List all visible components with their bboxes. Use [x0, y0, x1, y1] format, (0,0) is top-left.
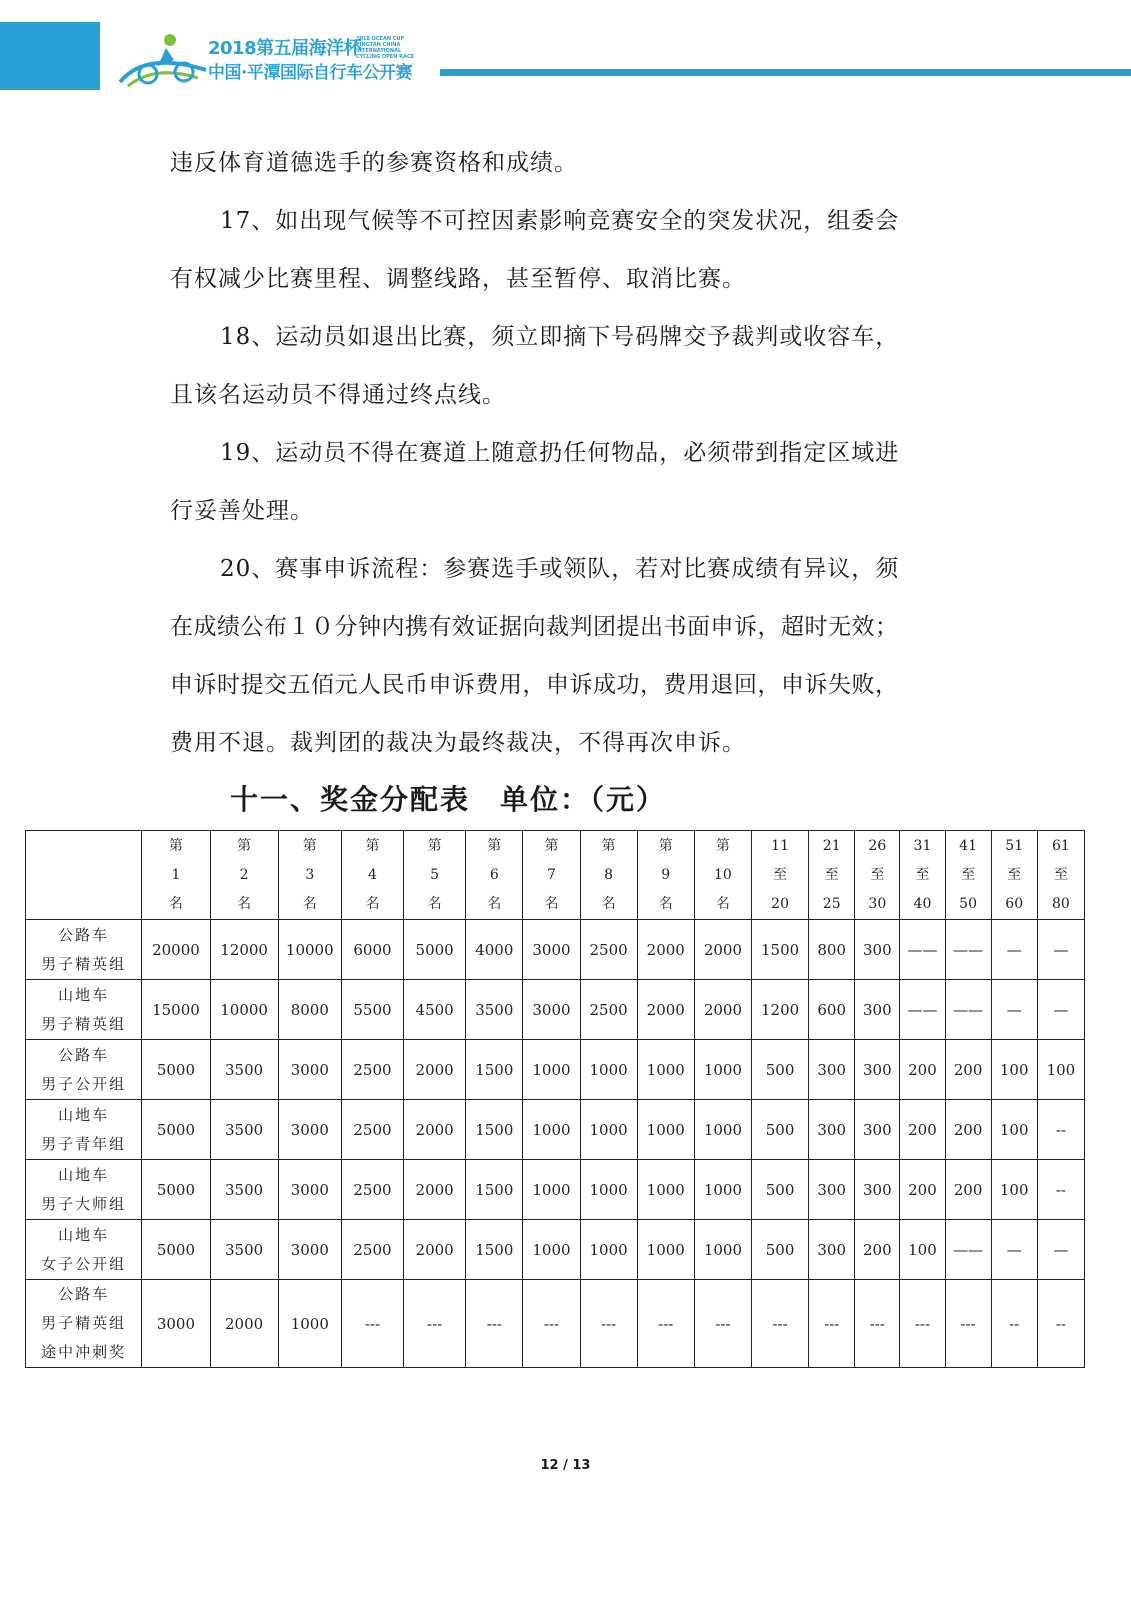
- event-logo: [118, 30, 438, 90]
- prize-cell: 3500: [210, 1220, 278, 1280]
- column-header-line: 60: [1005, 895, 1024, 912]
- prize-cell: ---: [341, 1280, 403, 1368]
- column-header-line: 名: [544, 895, 559, 912]
- paragraph-line: 行妥善处理。: [170, 498, 314, 524]
- row-label-line: 男子精英组: [41, 954, 127, 973]
- prize-cell: 2000: [404, 1040, 466, 1100]
- row-label-line: 山地车: [58, 1225, 110, 1244]
- prize-cell: 20000: [142, 920, 210, 980]
- prize-cell: 10000: [210, 980, 278, 1040]
- prize-cell: 200: [900, 1040, 945, 1100]
- column-header-line: 第: [715, 837, 730, 854]
- column-header-line: 5: [430, 866, 440, 883]
- section-title: 十一、奖金分配表 单位：（元）: [230, 783, 667, 816]
- prize-cell: 3500: [210, 1040, 278, 1100]
- row-label-line: 男子青年组: [41, 1134, 127, 1153]
- prize-cell: 300: [809, 1220, 855, 1280]
- column-header-line: 名: [365, 895, 380, 912]
- paragraph-line: 19、运动员不得在赛道上随意扔任何物品，必须带到指定区域进: [220, 440, 900, 466]
- column-header: [694, 831, 751, 920]
- column-header: [523, 831, 580, 920]
- prize-cell: ---: [900, 1280, 945, 1368]
- prize-cell: 1000: [637, 1040, 694, 1100]
- row-label-line: 公路车: [58, 925, 110, 944]
- column-header-line: 名: [487, 895, 502, 912]
- prize-cell: 4000: [466, 920, 523, 980]
- prize-cell: 200: [855, 1220, 900, 1280]
- column-header-line: 50: [959, 895, 977, 912]
- column-header-line: 名: [601, 895, 616, 912]
- column-header-line: 第: [427, 837, 442, 854]
- prize-cell: 2000: [404, 1100, 466, 1160]
- paragraph-line: 20、赛事申诉流程：参赛选手或领队，若对比赛成绩有异议，须: [220, 556, 900, 582]
- prize-cell: 1500: [466, 1040, 523, 1100]
- table-row: [26, 980, 1085, 1040]
- prize-cell: 3500: [466, 980, 523, 1040]
- column-header-line: 41: [959, 837, 977, 854]
- row-label-line: 山地车: [58, 1165, 110, 1184]
- prize-cell: 2000: [694, 920, 751, 980]
- prize-cell: 1000: [694, 1100, 751, 1160]
- column-header-line: 第: [601, 837, 616, 854]
- column-header: [142, 831, 210, 920]
- paragraph-line: 18、运动员如退出比赛，须立即摘下号码牌交予裁判或收容车，: [220, 324, 900, 350]
- prize-cell: 1000: [523, 1100, 580, 1160]
- prize-cell: 300: [809, 1040, 855, 1100]
- column-header-line: 第: [302, 837, 317, 854]
- prize-cell: 3000: [278, 1220, 341, 1280]
- row-label: [26, 1100, 142, 1160]
- column-header: [637, 831, 694, 920]
- column-header-line: 至: [1053, 866, 1068, 883]
- prize-cell: ——: [900, 980, 945, 1040]
- paragraph-line: 费用不退。裁判团的裁决为最终裁决，不得再次申诉。: [170, 730, 746, 756]
- prize-cell: 1500: [752, 920, 809, 980]
- prize-cell: —: [991, 920, 1037, 980]
- column-header-line: 40: [913, 895, 932, 912]
- column-header-line: 4: [368, 866, 377, 883]
- prize-cell: 1000: [694, 1160, 751, 1220]
- prize-cell: ---: [580, 1280, 637, 1368]
- prize-cell: 1000: [637, 1160, 694, 1220]
- column-header-line: 80: [1051, 895, 1070, 912]
- prize-cell: 500: [752, 1100, 809, 1160]
- prize-cell: 1000: [694, 1220, 751, 1280]
- column-header-line: 3: [305, 866, 315, 883]
- prize-cell: 5000: [404, 920, 466, 980]
- column-header: [466, 831, 523, 920]
- column-header-line: 至: [824, 866, 839, 883]
- column-header: [855, 831, 900, 920]
- prize-cell: ---: [404, 1280, 466, 1368]
- prize-cell: 8000: [278, 980, 341, 1040]
- paragraph-line: 且该名运动员不得通过终点线。: [170, 382, 506, 408]
- prize-cell: 2000: [694, 980, 751, 1040]
- row-label: [26, 1220, 142, 1280]
- column-header-line: 第: [237, 837, 252, 854]
- prize-cell: 1000: [523, 1040, 580, 1100]
- row-label-line: 男子精英组: [41, 1014, 127, 1033]
- prize-cell: 2500: [341, 1160, 403, 1220]
- prize-cell: 1000: [694, 1040, 751, 1100]
- column-header: [580, 831, 637, 920]
- prize-cell: 200: [900, 1160, 945, 1220]
- column-header: [809, 831, 855, 920]
- row-label: [26, 1040, 142, 1100]
- column-header-line: 至: [961, 866, 976, 883]
- column-header-line: 6: [489, 866, 499, 883]
- prize-cell: 200: [900, 1100, 945, 1160]
- table-row: [26, 1220, 1085, 1280]
- column-header: [278, 831, 341, 920]
- prize-cell: 300: [809, 1160, 855, 1220]
- column-header-line: 9: [661, 866, 671, 883]
- prize-cell: 5500: [341, 980, 403, 1040]
- prize-table: [25, 830, 1085, 1368]
- prize-cell: 200: [945, 1040, 991, 1100]
- prize-cell: --: [1037, 1100, 1084, 1160]
- prize-cell: 5000: [142, 1040, 210, 1100]
- row-label: [26, 1160, 142, 1220]
- column-header-line: 名: [168, 895, 183, 912]
- column-header: [404, 831, 466, 920]
- prize-cell: —: [1037, 980, 1084, 1040]
- prize-cell: 3500: [210, 1160, 278, 1220]
- header-color-block: [0, 22, 100, 90]
- prize-cell: ——: [900, 920, 945, 980]
- prize-cell: 1000: [637, 1100, 694, 1160]
- column-header-line: 21: [822, 837, 841, 854]
- column-header-line: 31: [913, 837, 932, 854]
- prize-cell: 2500: [580, 980, 637, 1040]
- row-label-line: 男子大师组: [41, 1194, 127, 1213]
- column-header-line: 名: [427, 895, 442, 912]
- prize-cell: ---: [637, 1280, 694, 1368]
- prize-cell: 2000: [404, 1160, 466, 1220]
- table-row: [26, 920, 1085, 980]
- corner-cell: [26, 831, 142, 920]
- logo-english: 2018 OCEAN CUP PINGTAN CHINA INTERNATIONAL CYCLING OPEN RACE: [356, 36, 414, 60]
- prize-cell: 2000: [637, 980, 694, 1040]
- prize-cell: 500: [752, 1040, 809, 1100]
- prize-cell: 2500: [580, 920, 637, 980]
- prize-cell: 1000: [637, 1220, 694, 1280]
- column-header-line: 至: [1007, 866, 1022, 883]
- prize-cell: 300: [855, 1040, 900, 1100]
- prize-cell: —: [991, 1220, 1037, 1280]
- column-header-line: 第: [365, 837, 380, 854]
- prize-cell: 2500: [341, 1040, 403, 1100]
- prize-cell: ---: [694, 1280, 751, 1368]
- prize-cell: 500: [752, 1220, 809, 1280]
- column-header: [210, 831, 278, 920]
- paragraph-line: 在成绩公布１０分钟内携有效证据向裁判团提出书面申诉，超时无效；: [170, 614, 899, 640]
- prize-cell: 300: [809, 1100, 855, 1160]
- column-header: [1037, 831, 1084, 920]
- prize-cell: 200: [945, 1100, 991, 1160]
- prize-cell: 100: [1037, 1040, 1084, 1100]
- table-row: [26, 1100, 1085, 1160]
- row-label-line: 女子公开组: [41, 1254, 127, 1273]
- prize-cell: 5000: [142, 1220, 210, 1280]
- prize-cell: ---: [809, 1280, 855, 1368]
- prize-cell: 2000: [210, 1280, 278, 1368]
- prize-cell: 1500: [466, 1100, 523, 1160]
- row-label-line: 山地车: [58, 1105, 110, 1124]
- prize-cell: 100: [900, 1220, 945, 1280]
- prize-cell: 2500: [341, 1100, 403, 1160]
- column-header-line: 51: [1005, 837, 1024, 854]
- prize-cell: —: [1037, 1220, 1084, 1280]
- prize-cell: ——: [945, 1220, 991, 1280]
- column-header-line: 第: [658, 837, 673, 854]
- prize-cell: 200: [945, 1160, 991, 1220]
- prize-cell: 300: [855, 1160, 900, 1220]
- prize-cell: ——: [945, 980, 991, 1040]
- prize-cell: 1000: [580, 1040, 637, 1100]
- row-label: [26, 1280, 142, 1368]
- column-header-line: 20: [771, 895, 789, 912]
- prize-cell: 800: [809, 920, 855, 980]
- row-label-line: 公路车: [58, 1285, 110, 1303]
- prize-cell: 1000: [523, 1160, 580, 1220]
- prize-cell: --: [991, 1280, 1037, 1368]
- prize-cell: ---: [466, 1280, 523, 1368]
- table-row: [26, 1160, 1085, 1220]
- prize-cell: 100: [991, 1100, 1037, 1160]
- prize-cell: 1000: [523, 1220, 580, 1280]
- prize-cell: 1500: [466, 1220, 523, 1280]
- prize-cell: —: [1037, 920, 1084, 980]
- prize-cell: 300: [855, 920, 900, 980]
- column-header: [900, 831, 945, 920]
- prize-cell: 4500: [404, 980, 466, 1040]
- prize-cell: 3000: [278, 1100, 341, 1160]
- row-label: [26, 920, 142, 980]
- row-label-line: 途中冲刺奖: [41, 1343, 127, 1361]
- column-header-line: 30: [868, 895, 887, 912]
- row-label: [26, 980, 142, 1040]
- prize-cell: --: [1037, 1280, 1084, 1368]
- prize-cell: 10000: [278, 920, 341, 980]
- column-header: [945, 831, 991, 920]
- prize-cell: 5000: [142, 1100, 210, 1160]
- table-header-row: [26, 831, 1085, 920]
- column-header: [341, 831, 403, 920]
- column-header-line: 至: [870, 866, 885, 883]
- column-header-line: 名: [715, 895, 730, 912]
- column-header-line: 1: [171, 866, 181, 883]
- paragraph-line: 17、如出现气候等不可控因素影响竞赛安全的突发状况，组委会: [220, 208, 900, 234]
- prize-cell: 1000: [580, 1100, 637, 1160]
- prize-cell: 3000: [278, 1040, 341, 1100]
- column-header-line: 至: [915, 866, 930, 883]
- prize-cell: ---: [523, 1280, 580, 1368]
- prize-cell: 2000: [637, 920, 694, 980]
- prize-cell: 2000: [404, 1220, 466, 1280]
- prize-cell: 1500: [466, 1160, 523, 1220]
- column-header-line: 名: [658, 895, 673, 912]
- logo-title: 2018第五届海洋杯: [208, 38, 362, 59]
- prize-cell: 3000: [278, 1160, 341, 1220]
- prize-cell: ---: [945, 1280, 991, 1368]
- column-header-line: 第: [168, 837, 183, 854]
- prize-cell: 600: [809, 980, 855, 1040]
- column-header: [752, 831, 809, 920]
- row-label-line: 男子公开组: [41, 1074, 127, 1093]
- column-header-line: 第: [544, 837, 559, 854]
- prize-cell: 3000: [523, 920, 580, 980]
- prize-cell: —: [991, 980, 1037, 1040]
- prize-cell: 15000: [142, 980, 210, 1040]
- column-header-line: 25: [822, 895, 841, 912]
- column-header-line: 名: [237, 895, 252, 912]
- prize-cell: --: [1037, 1160, 1084, 1220]
- prize-cell: 100: [991, 1040, 1037, 1100]
- prize-cell: 5000: [142, 1160, 210, 1220]
- paragraph-line: 有权减少比赛里程、调整线路，甚至暂停、取消比赛。: [170, 266, 746, 292]
- row-label-line: 公路车: [58, 1045, 110, 1064]
- cyclist-logo-icon: [118, 30, 208, 90]
- logo-subtitle: 中国·平潭国际自行车公开赛: [208, 63, 412, 83]
- prize-cell: 2500: [341, 1220, 403, 1280]
- prize-cell: 300: [855, 1100, 900, 1160]
- column-header-line: 第: [487, 837, 502, 854]
- column-header-line: 2: [239, 866, 249, 883]
- prize-cell: 12000: [210, 920, 278, 980]
- prize-cell: 1000: [580, 1220, 637, 1280]
- prize-cell: 1200: [752, 980, 809, 1040]
- row-label-line: 男子精英组: [41, 1314, 127, 1332]
- row-label-line: 山地车: [58, 985, 110, 1004]
- column-header-line: 10: [714, 866, 732, 883]
- prize-cell: 100: [991, 1160, 1037, 1220]
- paragraph-line: 违反体育道德选手的参赛资格和成绩。: [170, 150, 578, 176]
- table-row: [26, 1040, 1085, 1100]
- column-header: [991, 831, 1037, 920]
- column-header-line: 名: [302, 895, 317, 912]
- prize-cell: ——: [945, 920, 991, 980]
- prize-cell: ---: [855, 1280, 900, 1368]
- table-row: [26, 1280, 1085, 1368]
- column-header-line: 8: [604, 866, 614, 883]
- prize-cell: 1000: [278, 1280, 341, 1368]
- prize-cell: 6000: [341, 920, 403, 980]
- column-header-line: 至: [773, 866, 788, 883]
- header-rule: [440, 69, 1131, 76]
- column-header-line: 61: [1051, 837, 1070, 854]
- page-number: 12 / 13: [540, 1458, 591, 1473]
- prize-cell: 3500: [210, 1100, 278, 1160]
- prize-cell: 300: [855, 980, 900, 1040]
- paragraph-line: 申诉时提交五佰元人民币申诉费用，申诉成功，费用退回，申诉失败，: [170, 672, 899, 698]
- prize-cell: 500: [752, 1160, 809, 1220]
- prize-cell: ---: [752, 1280, 809, 1368]
- column-header-line: 7: [546, 866, 556, 883]
- column-header-line: 26: [868, 837, 887, 854]
- column-header-line: 11: [771, 837, 789, 854]
- prize-cell: 1000: [580, 1160, 637, 1220]
- prize-cell: 3000: [142, 1280, 210, 1368]
- prize-cell: 3000: [523, 980, 580, 1040]
